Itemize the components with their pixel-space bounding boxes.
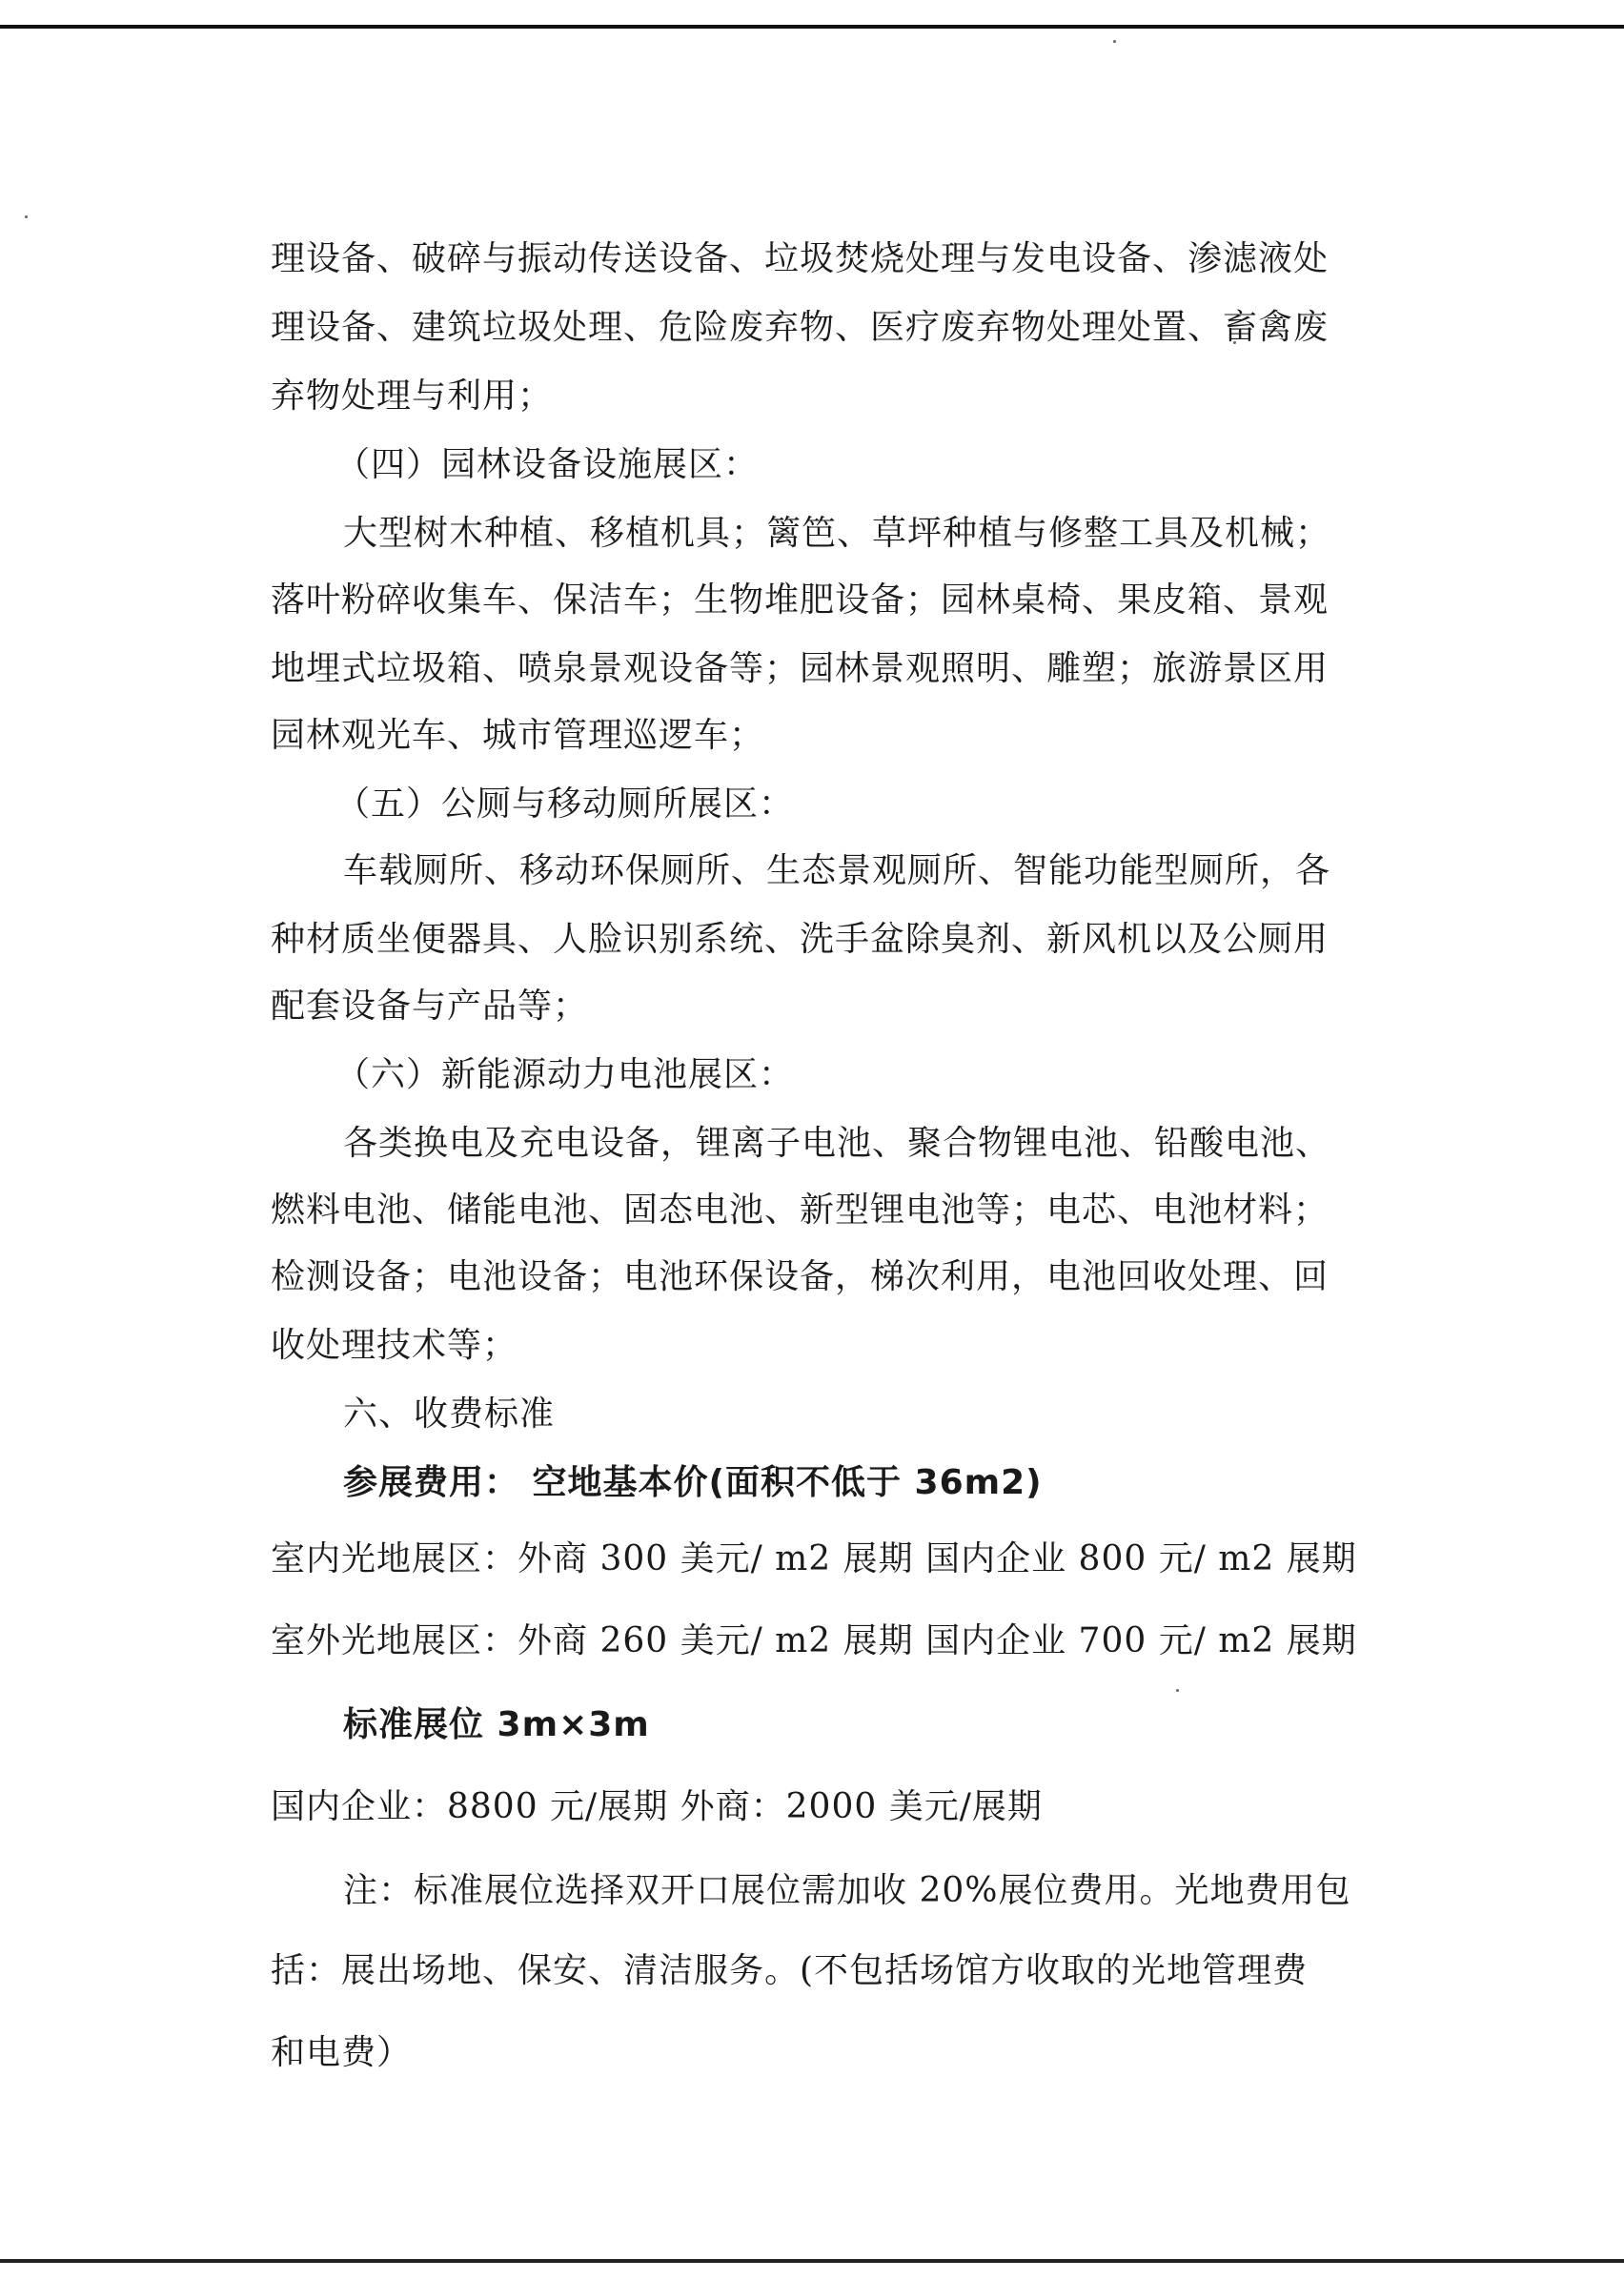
note-line: 和电费） <box>271 2033 413 2072</box>
note-line: 括：展出场地、保安、清洁服务。(不包括场馆方收取的光地管理费 <box>271 1951 1309 1990</box>
section-heading: （四）园林设备设施展区： <box>335 445 760 484</box>
scan-speck <box>1176 1689 1179 1692</box>
text-line: 理设备、建筑垃圾处理、危险废弃物、医疗废弃物处理处置、畜禽废 <box>271 308 1330 347</box>
text-line: 种材质坐便器具、人脸识别系统、洗手盆除臭剂、新风机以及公厕用 <box>271 920 1330 959</box>
text-line: 地埋式垃圾箱、喷泉景观设备等；园林景观照明、雕塑；旅游景区用 <box>271 649 1330 688</box>
text-line: 理设备、破碎与振动传送设备、垃圾焚烧处理与发电设备、渗滤液处 <box>271 239 1330 278</box>
fee-line-indoor: 室内光地展区：外商 300 美元/ m2 展期 国内企业 800 元/ m2 展期 <box>271 1539 1357 1578</box>
fee-line-outdoor: 室外光地展区：外商 260 美元/ m2 展期 国内企业 700 元/ m2 展期 <box>271 1621 1357 1660</box>
standard-booth-heading: 标准展位 3m×3m <box>343 1705 650 1744</box>
text-line: 各类换电及充电设备，锂离子电池、聚合物锂电池、铅酸电池、 <box>343 1124 1331 1163</box>
section-heading: 六、收费标准 <box>343 1394 556 1434</box>
text-line: 弃物处理与利用； <box>271 377 554 416</box>
text-line: 园林观光车、城市管理巡逻车； <box>271 716 765 755</box>
standard-booth-fee: 国内企业：8800 元/展期 外商：2000 美元/展期 <box>271 1787 1043 1826</box>
text-line: 收处理技术等； <box>271 1326 518 1365</box>
text-line: 检测设备；电池设备；电池环保设备，梯次利用，电池回收处理、回 <box>271 1257 1330 1296</box>
scan-speck <box>1113 40 1116 43</box>
note-line: 注：标准展位选择双开口展位需加收 20%展位费用。光地费用包 <box>343 1871 1351 1910</box>
section-heading: （六）新能源动力电池展区： <box>335 1055 795 1094</box>
fee-heading: 参展费用： 空地基本价(面积不低于 36m2) <box>343 1463 1043 1502</box>
text-line: 配套设备与产品等； <box>271 987 589 1026</box>
scan-border-bottom <box>0 2259 1624 2263</box>
text-line: 落叶粉碎收集车、保洁车；生物堆肥设备；园林桌椅、果皮箱、景观 <box>271 580 1330 620</box>
text-line: 大型树木种植、移植机具；篱笆、草坪种植与修整工具及机械； <box>343 514 1331 553</box>
scan-border-top <box>0 25 1624 29</box>
section-heading: （五）公厕与移动厕所展区： <box>335 784 795 824</box>
text-line: 车载厕所、移动环保厕所、生态景观厕所、智能功能型厕所，各 <box>343 851 1331 890</box>
scan-speck <box>25 215 28 218</box>
text-line: 燃料电池、储能电池、固态电池、新型锂电池等；电芯、电池材料； <box>271 1191 1330 1230</box>
